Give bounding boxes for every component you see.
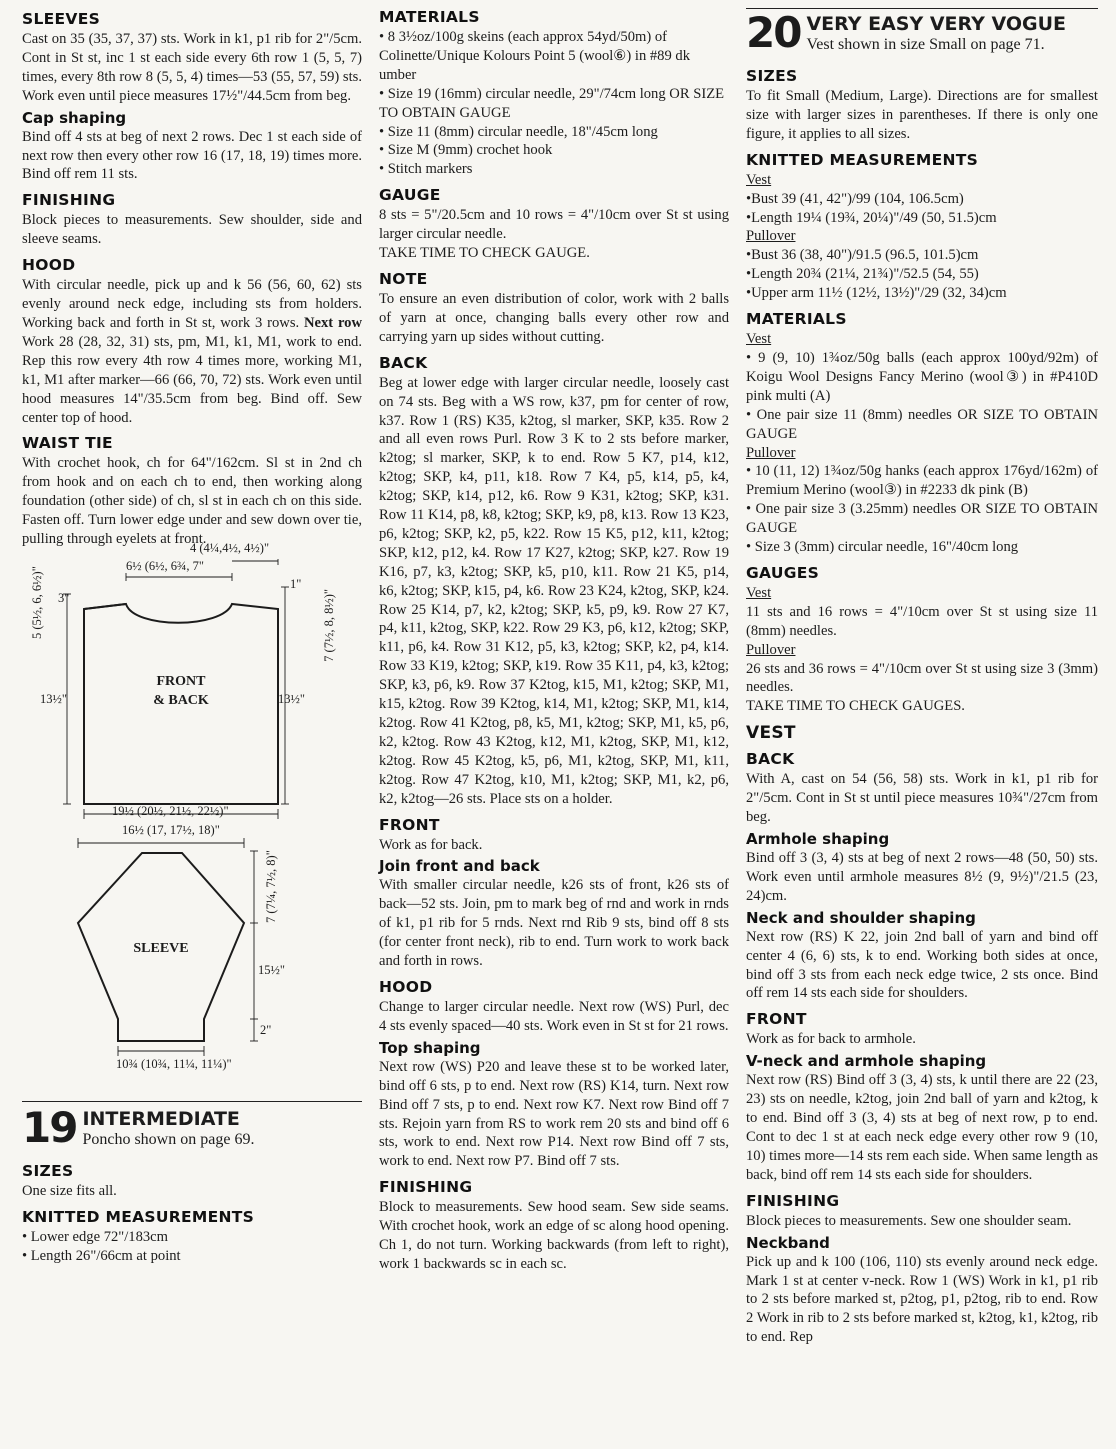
body-top-width: 4 (4¼,4½, 4½)" <box>190 540 270 555</box>
km-pullover-2: •Length 20¾ (21¼, 21¾)"/52.5 (54, 55) <box>746 266 979 283</box>
body-right-top: 1" <box>290 576 302 591</box>
section-20-header <box>746 8 1098 57</box>
cap-shaping-heading: Cap shaping <box>22 108 127 127</box>
neckband-text: Pick up and k 100 (106, 110) sts evenly around neck edge. Mark 1 st at center v-neck. Row 1 (WS) Work in k1, p1 rib to 2 sts before marked st, p2tog, p1, p2tog, rib to end. Row 2 Work in rib to 2 sts before marked st, k2tog, k1, k2tog, rib to end. Rep <box>746 1253 1098 1346</box>
vest-front-text: Work as for back to armhole. <box>746 1031 916 1048</box>
body-right-length: 13½" <box>278 691 305 706</box>
poncho-note-heading: NOTE <box>379 269 428 288</box>
column-2 <box>379 8 729 1274</box>
sleeve-top-width: 16½ (17, 17½, 18)" <box>122 822 220 837</box>
finishing-text: Block pieces to measurements. Sew shoulder, side and sleeve seams. <box>22 212 362 248</box>
top-shaping-text: Next row (WS) P20 and leave these st to be worked later, bind off 6 sts, p to end. Next row (RS) K14, turn. Next row Bind off 7 sts, p to end. Next row K7. Next row Bind off 7 sts. Rejoin yarn from RS to work rem 20 sts and bind off 6 sts, work to end. Next row P14. Next row Bind off 7 sts, work to end. Next row P7. Bind off 7 sts. <box>379 1058 729 1170</box>
gauges-heading: GAUGES <box>746 563 820 582</box>
gauge-pullover-label: Pullover <box>746 641 796 658</box>
sleeve-length: 15½" <box>258 962 285 977</box>
poncho-material-3: • Size 11 (8mm) circular needle, 18"/45cm long <box>379 123 658 140</box>
hood-text: With circular needle, pick up and k 56 (56, 60, 62) sts evenly around neck edge, including sts from holders. Working back and forth in St st, work 3 rows. Next row Work 28 (28, 32, 31) sts, pm, M1, k1, M1, work to end. Rep this row every 4th row 4 times more, working M1, k1, M1 after marker—66 (66, 70, 72) sts. Work even until hood measures 14"/35.5cm from beg. Bind off. Sew center top of hood. <box>22 277 362 426</box>
poncho-gauge-check: TAKE TIME TO CHECK GAUGE. <box>379 245 590 262</box>
cap-shaping-text: Bind off 4 sts at beg of next 2 rows. Dec 1 st each side of next row then every other row 16 (17, 18, 19) times more. Bind off rem 11 sts. <box>22 128 362 183</box>
poncho-material-5: • Stitch markers <box>379 161 473 178</box>
poncho-back-text: Beg at lower edge with larger circular needle, loosely cast on 74 sts. Beg with a WS row, k37, pm for center of row, k37. Row 1 (RS) K35, k2tog, sl marker, SKP, k35. Row 2 and all even rows Purl. Row 3 K to 2 sts before marker, k2tog; sl marker, SKP, k to end. Row 5 K7, p14, k12, k2tog; SKP, k4, p11, k18. Row 7 K4, p5, k14, p5, k4, k2tog; SKP, k14, p12, k6. Row 9 K31, k2tog; SKP, k31. Row 11 K14, p8, k8, k2tog; SKP, k9, p8, k13. Row 13 K23, p6, k2tog; SKP, k2, p5, k22. Row 15 K5, p12, k11, k2tog; SKP, k12, p12, k4. Row 17 K27, k2tog; SKP, k27. Row 19 K16, p7, k3, k2tog; SKP, k5, p10, k11. Row 21 K5, p14, k6, k2tog; SKP, k15, p4, k6. Row 23 K24, k2tog, SKP, k24. Row 25 K14, p7, k2, k2tog; SKP, k5, p9, k9. Row 27 K7, p4, k11, k2tog, SKP, k22. Row 29 K3, p6, k12, k2tog; SKP, k11, p6, k4. Row 31 K12, p5, k3, k2tog; SKP, k2, p4, k14. Row 33 K19, k2tog; SKP, k19. Row 35 K11, p4, k3, k2tog; SKP, k3, p6, k9. Row 37 K2tog, k15, M1, k2tog; SKP, M1, k15, k2tog. Row 39 K2tog, k14, M1, k2tog; SKP, M1, k14, k2tog. Row 41 K2tog, p8, k5, M1, k2tog; SKP, M1, k5, p6, k2, k2tog. Row 43 K2tog, k12, M1, k2tog, SKP, M1, k12, k2tog. Row 45 K2tog, k5, p6, M1, k2tog, SKP, M1, k11, k2tog. Row 47 K2tog, k10, M1, k2tog; SKP, M1, k2, p6, k2, k2tog—26 sts. Place sts on a holder. <box>379 374 729 807</box>
poncho-material-1: • 8 3½oz/100g skeins (each approx 54yd/50m) of Colinette/Unique Kolours Point 5 (wool⑥) in #89 dk umber <box>379 29 691 83</box>
section-19-title: INTERMEDIATE <box>82 1107 240 1130</box>
body-left-length: 13½" <box>40 691 67 706</box>
mat-pullover-1: • 10 (11, 12) 1¾oz/50g hanks (each approx 176yd/162m) of Premium Merino (wool③) in #2233 dk pink (B) <box>746 463 1098 499</box>
vest-measurements-heading: KNITTED MEASUREMENTS <box>746 150 979 169</box>
vest-heading: VEST <box>746 723 796 744</box>
column-1 <box>22 8 362 1266</box>
neck-shoulder-heading: Neck and shoulder shaping <box>746 908 976 927</box>
vest-back-text: With A, cast on 54 (56, 58) sts. Work in k1, p1 rib for 2"/5cm. Cont in St st until piece measures 10¾"/27cm from beg. <box>746 771 1098 826</box>
section-20-number: 20 <box>746 8 801 57</box>
sleeve-schematic <box>22 823 362 1091</box>
body-left-small: 3" <box>58 590 70 605</box>
mat-pullover-2: • One pair size 3 (3.25mm) needles OR SIZE TO OBTAIN GAUGE <box>746 501 1098 537</box>
poncho-back-heading: BACK <box>379 353 428 372</box>
section-20-subtitle: Vest shown in size Small on page 71. <box>806 36 1045 53</box>
vest-back-heading: BACK <box>746 750 795 769</box>
poncho-material-2: • Size 19 (16mm) circular needle, 29"/74cm long OR SIZE TO OBTAIN GAUGE <box>379 85 725 121</box>
vneck-heading: V-neck and armhole shaping <box>746 1052 987 1071</box>
body-neck-width: 6½ (6½, 6¾, 7" <box>126 558 205 573</box>
sleeve-label: SLEEVE <box>133 940 189 956</box>
front-back-schematic <box>22 540 362 821</box>
km-vest-1: •Bust 39 (41, 42")/99 (104, 106.5cm) <box>746 190 964 207</box>
front-back-label <box>84 672 278 710</box>
label-back: & BACK <box>153 692 209 708</box>
poncho-gauge-heading: GAUGE <box>379 186 441 205</box>
km-pullover-label: Pullover <box>746 228 796 245</box>
vest-finishing-heading: FINISHING <box>746 1191 840 1210</box>
section-20-title: VERY EASY VERY VOGUE <box>806 13 1067 35</box>
km-vest-label: Vest <box>746 171 772 188</box>
neck-shoulder-text: Next row (RS) K 22, join 2nd ball of yarn and bind off center 4 (6, 6) sts, k to end. Working both sides at once, bind off 3 sts from each neck edge twice, 2 sts once. Bind off rem 14 sts each side for shoulders. <box>746 928 1098 1002</box>
poncho-front-heading: FRONT <box>379 815 440 834</box>
km-vest-2: •Length 19¼ (19¾, 20¼)"/49 (50, 51.5)cm <box>746 209 997 226</box>
gauge-vest-text: 11 sts and 16 rows = 4"/10cm over St st using size 11 (8mm) needles. <box>746 603 1098 639</box>
neckband-heading: Neckband <box>746 1233 830 1252</box>
hood-heading: HOOD <box>22 256 76 275</box>
vest-front-heading: FRONT <box>746 1010 807 1029</box>
mat-vest-label: Vest <box>746 331 772 348</box>
waist-tie-text: With crochet hook, ch for 64"/162cm. Sl st in 2nd ch from hook and on each ch to end, then working along foundation (other side) of ch, sl st in each ch on this side. Fasten off. Turn lower edge under and sew down over tie, pulling through eyelets at front. <box>22 455 362 548</box>
gauges-check: TAKE TIME TO CHECK GAUGES. <box>746 698 965 715</box>
armhole-heading: Armhole shaping <box>746 830 890 848</box>
vest-sizes-text: To fit Small (Medium, Large). Directions are for smallest size with larger sizes in parentheses. If there is only one figure, it applies to all sizes. <box>746 88 1098 142</box>
vest-materials-heading: MATERIALS <box>746 310 847 329</box>
poncho-note-text: To ensure an even distribution of color, work with 2 balls of yarn at once, changing balls every other row and carrying yarn up sides without cutting. <box>379 290 729 345</box>
km-pullover-3: •Upper arm 11½ (12½, 13½)"/29 (32, 34)cm <box>746 285 1007 302</box>
join-text: With smaller circular needle, k26 sts of front, k26 sts of back—52 sts. Join, pm to mark beg of rnd and work in rnds of k1, p1 rib for 5 rnds. Next rnd Rib 9 sts, bind off 8 sts (for center front neck), rib to end. Turn work to work back and forth in rows. <box>379 877 729 970</box>
top-shaping-heading: Top shaping <box>379 1038 481 1057</box>
poncho-sizes-text: One size fits all. <box>22 1182 117 1199</box>
column-3 <box>746 8 1098 1347</box>
join-heading: Join front and back <box>379 857 540 876</box>
section-19-subtitle: Poncho shown on page 69. <box>82 1130 255 1148</box>
poncho-materials-heading: MATERIALS <box>379 8 480 26</box>
label-front: FRONT <box>156 673 206 689</box>
mat-pullover-label: Pullover <box>746 444 796 461</box>
poncho-hood-heading: HOOD <box>379 977 433 996</box>
poncho-measure-1: • Lower edge 72"/183cm <box>22 1228 169 1245</box>
poncho-finishing-heading: FINISHING <box>379 1178 473 1197</box>
sleeve-cap-height: 7 (7¼, 7½, 8)" <box>264 850 278 923</box>
poncho-finishing-text: Block to measurements. Sew hood seam. Sew side seams. With crochet hook, work an edge of sc along hood opening. Ch 1, do not turn. Working backwards (from left to right), work 1 backwards sc in each sc. <box>379 1199 729 1272</box>
finishing-heading: FINISHING <box>22 191 116 210</box>
poncho-gauge-text: 8 sts = 5"/20.5cm and 10 rows = 4"/10cm over St st using larger circular needle. <box>379 207 729 243</box>
sleeves-text: Cast on 35 (35, 37, 37) sts. Work in k1, p1 rib for 2"/5cm. Cont in St st, inc 1 st each side every 6th row 1 (5, 5, 7) times, every 8th row 8 (5, 5, 4) times—53 (55, 57, 59) sts. Work even until piece measures 17½"/44.5cm from beg. <box>22 31 362 104</box>
mat-vest-1: • 9 (9, 10) 1¾oz/50g balls (each approx 100yd/92m) of Koigu Wool Designs Fancy Merino (wool③) in #P410D pink multi (A) <box>746 349 1098 404</box>
sleeve-drawing <box>22 823 362 1091</box>
poncho-front-text: Work as for back. <box>379 836 483 853</box>
vest-sizes-heading: SIZES <box>746 67 798 85</box>
body-bottom-width: 19½ (20½, 21½, 22½)" <box>112 803 229 818</box>
body-left-side: 5 (5½, 6, 6½)" <box>30 566 44 639</box>
poncho-measurements-heading: KNITTED MEASUREMENTS <box>22 1207 255 1226</box>
gauge-vest-label: Vest <box>746 584 772 601</box>
poncho-material-4: • Size M (9mm) crochet hook <box>379 142 553 159</box>
body-right-side: 7 (7½, 8, 8½)" <box>322 588 336 662</box>
armhole-text: Bind off 3 (3, 4) sts at beg of next 2 rows—48 (50, 50) sts. Work even until armhole measures 8½ (9, 9½)"/21.5 (23, 24)cm. <box>746 850 1098 904</box>
gauge-pullover-text: 26 sts and 36 rows = 4"/10cm over St st using size 3 (3mm) needles. <box>746 660 1098 696</box>
sleeves-heading: SLEEVES <box>22 10 101 28</box>
section-19-rule <box>22 1101 362 1102</box>
km-pullover-1: •Bust 36 (38, 40")/91.5 (96.5, 101.5)cm <box>746 247 979 264</box>
sleeve-cuff: 2" <box>260 1022 272 1037</box>
section-19-number: 19 <box>22 1102 77 1152</box>
mat-vest-2: • One pair size 11 (8mm) needles OR SIZE TO OBTAIN GAUGE <box>746 406 1098 442</box>
poncho-sizes-heading: SIZES <box>22 1161 74 1180</box>
waist-tie-heading: WAIST TIE <box>22 434 113 453</box>
poncho-measure-2: • Length 26"/66cm at point <box>22 1247 181 1264</box>
section-19-header <box>22 1102 362 1152</box>
mat-pullover-3: • Size 3 (3mm) circular needle, 16"/40cm long <box>746 539 1019 556</box>
vest-finishing-text: Block pieces to measurements. Sew one shoulder seam. <box>746 1212 1072 1229</box>
sleeve-bottom-width: 10¾ (10¾, 11¼, 11¼)" <box>116 1056 232 1071</box>
vneck-text: Next row (RS) Bind off 3 (3, 4) sts, k until there are 22 (23, 23) sts on needle, k2tog, join 2nd ball of yarn and k2tog, k to end. Bind off 3 (3, 4) sts at beg of next row, p to end. Cont to dec 1 st at each neck edge every other row 9 (10, 10) times more—14 sts rem each side. When same length as back, bind off rem 14 sts each side for shoulders. <box>746 1072 1098 1183</box>
poncho-hood-text: Change to larger circular needle. Next row (WS) Purl, dec 4 sts evenly spaced—40 sts. Work even in St st for 21 rows. <box>379 998 729 1034</box>
